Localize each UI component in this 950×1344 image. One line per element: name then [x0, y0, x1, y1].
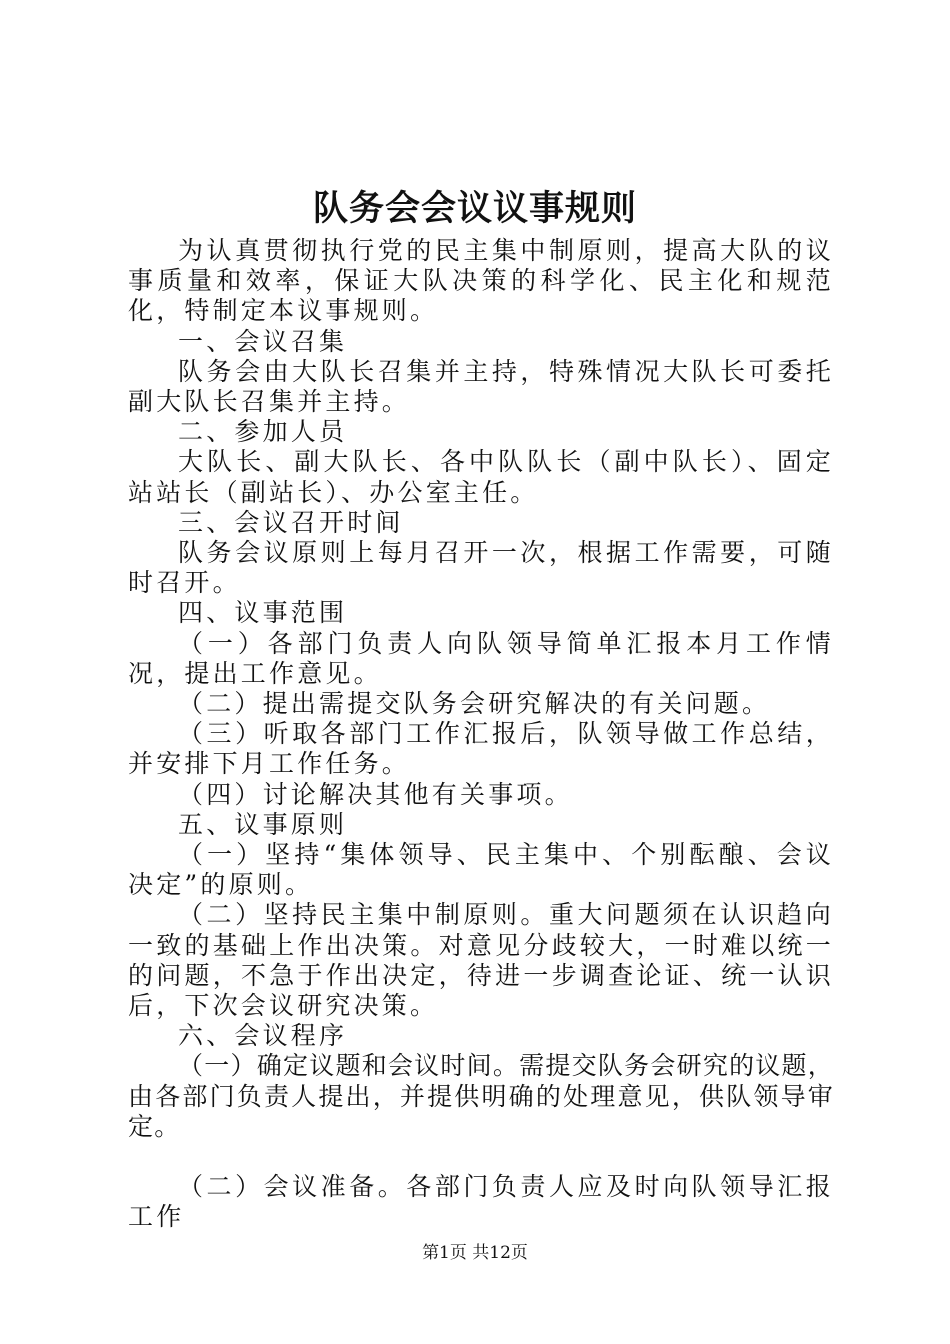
paragraph-gap — [128, 1142, 834, 1172]
paragraph: （二）坚持民主集中制原则。重大问题须在认识趋向一致的基础上作出决策。对意见分歧较大，一时难以统一的问题，不急于作出决定，待进一步调查论证、统一认识后，下次会议研究决策。 — [128, 900, 834, 1021]
section-heading: 五、议事原则 — [178, 809, 348, 839]
paragraph: （一）确定议题和会议时间。需提交队务会研究的议题，由各部门负责人提出，并提供明确的处理意见，供队领导审定。 — [128, 1051, 834, 1141]
section-heading: 三、会议召开时间 — [178, 507, 404, 537]
paragraph: 大队长、副大队长、各中队队长（副中队长）、固定站站长（副站长）、办公室主任。 — [128, 447, 834, 507]
section-heading: 六、会议程序 — [178, 1021, 348, 1051]
section-heading: 一、会议召集 — [178, 326, 348, 356]
section-heading: 二、参加人员 — [178, 417, 348, 447]
paragraph: 为认真贯彻执行党的民主集中制原则，提高大队的议事质量和效率，保证大队决策的科学化、民主化和规范化，特制定本议事规则。 — [128, 236, 834, 326]
paragraph: 队务会议原则上每月召开一次，根据工作需要，可随时召开。 — [128, 538, 834, 598]
paragraph: 队务会由大队长召集并主持，特殊情况大队长可委托副大队长召集并主持。 — [128, 356, 834, 417]
paragraph: （二）提出需提交队务会研究解决的有关问题。 — [178, 689, 771, 719]
document-title: 队务会会议议事规则 — [312, 188, 637, 229]
paragraph: （三）听取各部门工作汇报后，队领导做工作总结，并安排下月工作任务。 — [128, 719, 834, 779]
page-number: 第1页 共12页 — [422, 1243, 528, 1263]
paragraph: （四）讨论解决其他有关事项。 — [178, 779, 573, 809]
document-body — [128, 236, 834, 1233]
paragraph: （二）会议准备。各部门负责人应及时向队领导汇报工作 — [128, 1172, 834, 1232]
paragraph: （一）各部门负责人向队领导简单汇报本月工作情况，提出工作意见。 — [128, 628, 834, 688]
paragraph: （一）坚持“集体领导、民主集中、个别酝酿、会议决定”的原则。 — [128, 840, 834, 900]
section-heading: 四、议事范围 — [178, 598, 348, 628]
